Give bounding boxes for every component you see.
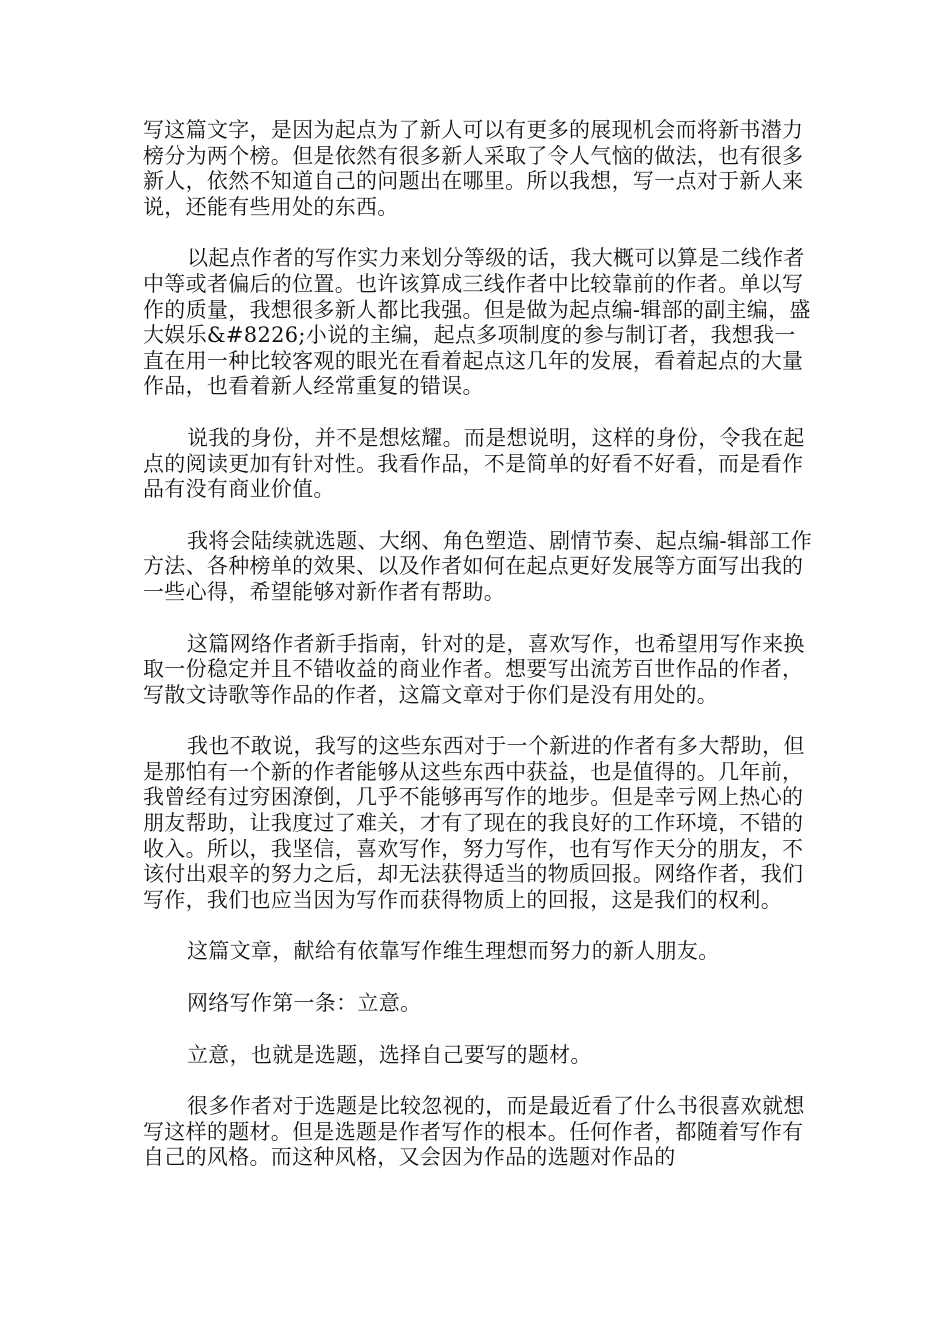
- paragraph-10: 很多作者对于选题是比较忽视的，而是最近看了什么书很喜欢就想写这样的题材。但是选题是作者写作的根本。任何作者，都随着写作有自己的风格。而这种风格，又会因为作品的选题对作品的: [143, 1094, 805, 1170]
- document-body: [143, 118, 813, 1197]
- section-heading: 网络写作第一条：立意。: [187, 991, 422, 1016]
- paragraph-7: 这篇文章，献给有依靠写作维生理想而努力的新人朋友。: [187, 939, 720, 964]
- paragraph-3: 说我的身份，并不是想炫耀。而是想说明，这样的身份，令我在起点的阅读更加有针对性。我看作品，不是简单的好看不好看，而是看作品有没有商业价值。: [143, 425, 805, 502]
- paragraph-2: 以起点作者的写作实力来划分等级的话，我大概可以算是二线作者中等或者偏后的位置。也许该算成三线作者中比较靠前的作者。单以写作的质量，我想很多新人都比我强。但是做为起点编-辑部的副主编，盛大娱乐&#8226;小说的主编，起点多项制度的参与制订者，我想我一直在用一种比较客观的眼光在看着起点这几年的发展，看着起点的大量作品，也看着新人经常重复的错误。: [143, 246, 811, 399]
- paragraph-5: 这篇网络作者新手指南，针对的是，喜欢写作，也希望用写作来换取一份稳定并且不错收益的商业作者。想要写出流芳百世作品的作者，写散文诗歌等作品的作者，这篇文章对于你们是没有用处的。: [143, 631, 805, 707]
- paragraph-6: 我也不敢说，我写的这些东西对于一个新进的作者有多大帮助，但是那怕有一个新的作者能够从这些东西中获益，也是值得的。几年前，我曾经有过穷困潦倒，几乎不能够再写作的地步。但是幸亏网上热心的朋友帮助，让我度过了难关，才有了现在的我良好的工作环境，不错的收入。所以，我坚信，喜欢写作，努力写作，也有写作天分的朋友，不该付出艰辛的努力之后，却无法获得适当的物质回报。网络作者，我们写作，我们也应当因为写作而获得物质上的回报，这是我们的权利。: [143, 734, 805, 912]
- paragraph-1: 写这篇文字，是因为起点为了新人可以有更多的展现机会而将新书潜力榜分为两个榜。但是依然有很多新人采取了令人气恼的做法，也有很多新人，依然不知道自己的问题出在哪里。所以我想，写一点对于新人来说，还能有些用处的东西。: [143, 118, 804, 219]
- paragraph-4: 我将会陆续就选题、大纲、角色塑造、剧情节奏、起点编-辑部工作方法、各种榜单的效果、以及作者如何在起点更好发展等方面写出我的一些心得，希望能够对新作者有帮助。: [143, 528, 813, 604]
- paragraph-9: 立意，也就是选题，选择自己要写的题材。: [187, 1042, 592, 1067]
